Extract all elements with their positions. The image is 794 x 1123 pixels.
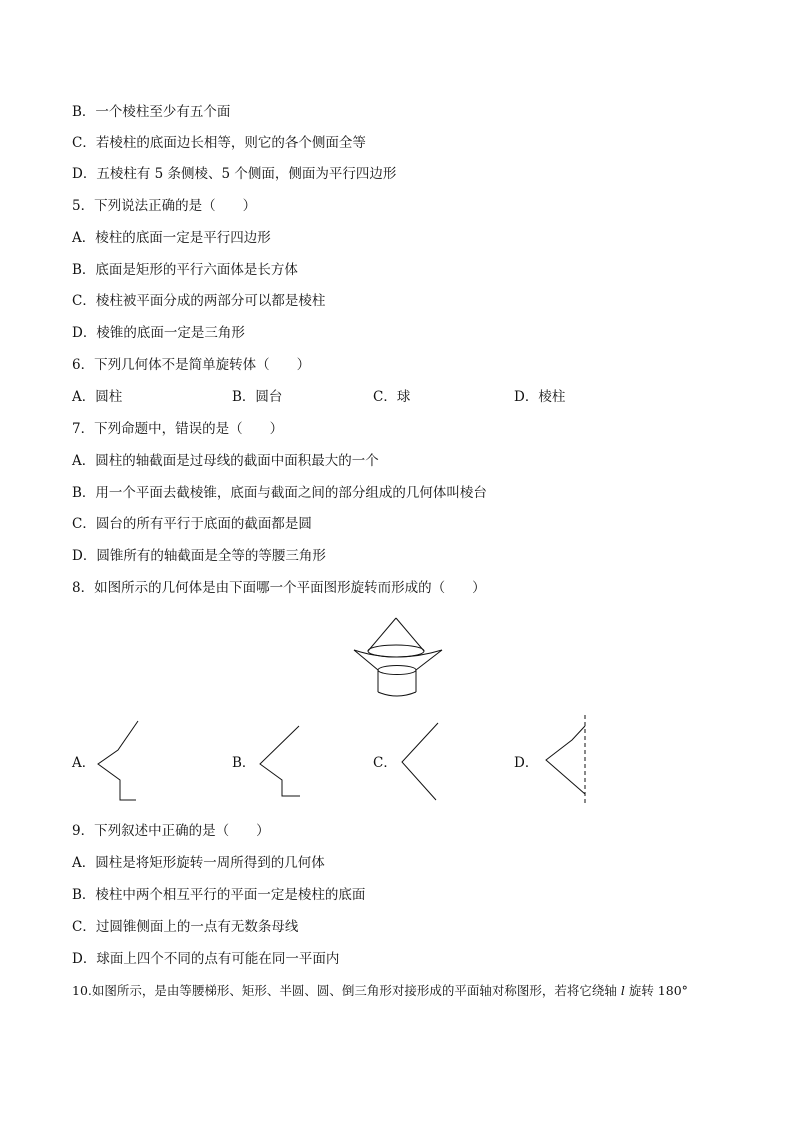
- q8-option-a-label: A．: [72, 755, 96, 771]
- q4-option-d: D．五棱柱有 5 条侧棱、5 个侧面，侧面为平行四边形: [72, 166, 397, 182]
- q5-option-a: A．棱柱的底面一定是平行四边形: [72, 230, 271, 246]
- q9-option-b: B．棱柱中两个相互平行的平面一定是棱柱的底面: [72, 887, 366, 903]
- q5-stem: 5．下列说法正确的是（ ）: [72, 198, 257, 214]
- q7-option-a: A．圆柱的轴截面是过母线的截面中面积最大的一个: [72, 453, 379, 469]
- q8-option-d-label: D．: [514, 755, 539, 771]
- q9-option-d: D．球面上四个不同的点有可能在同一平面内: [72, 951, 340, 967]
- q8-option-b-label: B．: [232, 755, 256, 771]
- q10-stem-pre: 10.如图所示，是由等腰梯形、矩形、半圆、圆、倒三角形对接形成的平面轴对称图形，若将它绕轴: [72, 983, 621, 998]
- q6-option-d: D．棱柱: [514, 389, 566, 405]
- q6-option-a: A．圆柱: [72, 389, 123, 405]
- q7-stem: 7．下列命题中，错误的是（ ）: [72, 421, 284, 437]
- q7-option-c: C．圆台的所有平行于底面的截面都是圆: [72, 516, 312, 532]
- q9-stem: 9．下列叙述中正确的是（ ）: [72, 823, 270, 839]
- q6-option-b: B．圆台: [232, 389, 283, 405]
- q8-option-d-figure: [540, 712, 600, 808]
- q7-option-b: B．用一个平面去截棱锥，底面与截面之间的部分组成的几何体叫棱台: [72, 485, 487, 501]
- q10-stem-post: 旋转 180°: [624, 983, 688, 998]
- q8-option-c-label: C．: [373, 755, 397, 771]
- q6-option-c: C．球: [373, 389, 411, 405]
- q8-option-b-figure: [254, 722, 304, 802]
- q8-option-c-figure: [394, 720, 444, 806]
- q4-option-c: C．若棱柱的底面边长相等，则它的各个侧面全等: [72, 135, 366, 151]
- q5-option-c: C．棱柱被平面分成的两部分可以都是棱柱: [72, 293, 326, 309]
- q4-option-b: B．一个棱柱至少有五个面: [72, 104, 231, 120]
- q5-option-d: D．棱锥的底面一定是三角形: [72, 325, 245, 341]
- q6-stem: 6．下列几何体不是简单旋转体（ ）: [72, 357, 311, 373]
- q10-axis-label: l: [620, 983, 625, 998]
- q7-option-d: D．圆锥所有的轴截面是全等的等腰三角形: [72, 548, 326, 564]
- q8-stem: 8．如图所示的几何体是由下面哪一个平面图形旋转而形成的（ ）: [72, 580, 486, 596]
- q8-option-a-figure: [92, 718, 142, 804]
- q5-option-b: B．底面是矩形的平行六面体是长方体: [72, 262, 298, 278]
- q9-option-c: C．过圆锥侧面上的一点有无数条母线: [72, 919, 299, 935]
- q10-stem: [72, 982, 688, 1000]
- q9-option-a: A．圆柱是将矩形旋转一周所得到的几何体: [72, 855, 325, 871]
- q8-solid-figure: [350, 614, 450, 704]
